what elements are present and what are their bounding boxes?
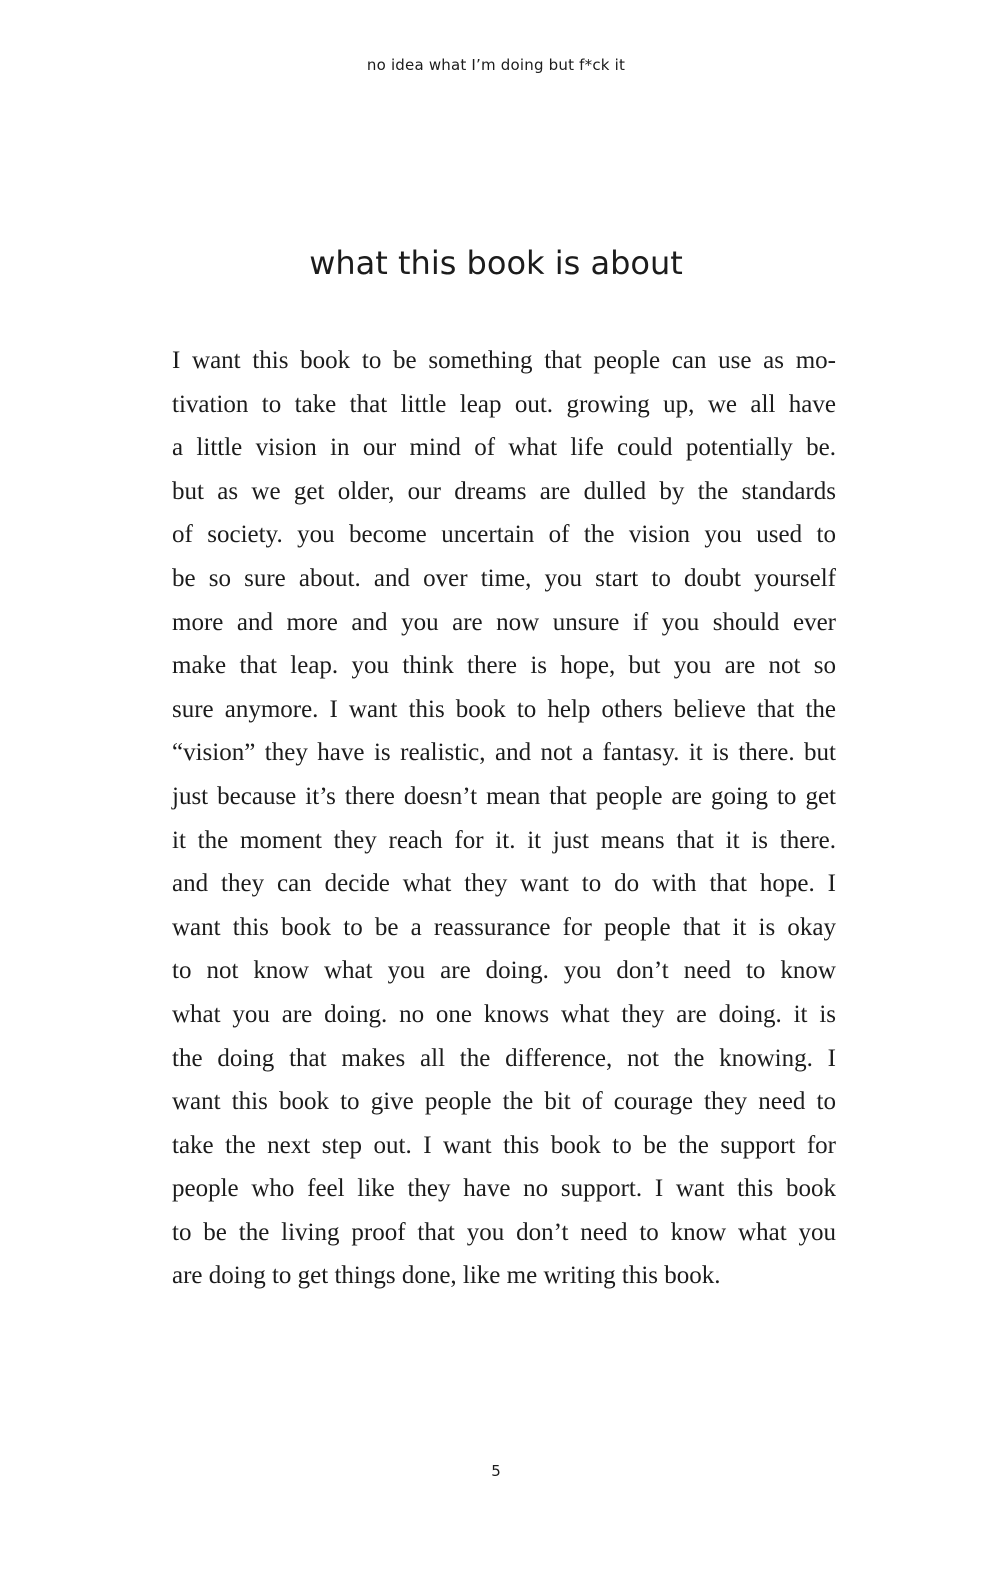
body-line: “vision” they have is realistic, and not a fantasy. it is there. but xyxy=(172,739,836,767)
body-line: the doing that makes all the difference, not the knowing. I xyxy=(172,1044,836,1072)
running-header: no idea what I’m doing but f*ck it xyxy=(366,56,626,74)
body-line: sure anymore. I want this book to help others believe that the xyxy=(172,695,836,723)
body-line: of society. you become uncertain of the vision you used to xyxy=(172,521,836,549)
body-line: want this book to be a reassurance for people that it is okay xyxy=(172,913,836,941)
body-line: people who feel like they have no support. I want this book xyxy=(172,1175,836,1203)
body-line: take the next step out. I want this book to be the support for xyxy=(172,1131,836,1159)
body-line: it the moment they reach for it. it just means that it is there. xyxy=(172,826,836,854)
body-line-last: are doing to get things done, like me writing this book. xyxy=(172,1262,721,1290)
body-line: a little vision in our mind of what life could potentially be. xyxy=(172,434,836,462)
body-line: more and more and you are now unsure if you should ever xyxy=(172,608,836,636)
body-line: but as we get older, our dreams are dulled by the standards xyxy=(172,477,836,505)
body-line: and they can decide what they want to do with that hope. I xyxy=(172,870,836,898)
body-line: just because it’s there doesn’t mean that people are going to get xyxy=(172,782,836,810)
body-line: I want this book to be something that people can use as mo- xyxy=(172,347,836,374)
body-line: tivation to take that little leap out. growing up, we all have xyxy=(172,390,836,418)
body-line: to not know what you are doing. you don’t need to know xyxy=(172,957,836,985)
body-paragraph xyxy=(172,339,836,1298)
body-line: be so sure about. and over time, you start to doubt yourself xyxy=(172,564,836,592)
body-line: what you are doing. no one knows what they are doing. it is xyxy=(172,1000,836,1028)
page-number: 5 xyxy=(491,1462,501,1480)
body-line: to be the living proof that you don’t need to know what you xyxy=(172,1218,836,1246)
chapter-title: what this book is about xyxy=(309,244,683,282)
body-line: make that leap. you think there is hope, but you are not so xyxy=(172,652,836,680)
body-line: want this book to give people the bit of courage they need to xyxy=(172,1088,836,1116)
